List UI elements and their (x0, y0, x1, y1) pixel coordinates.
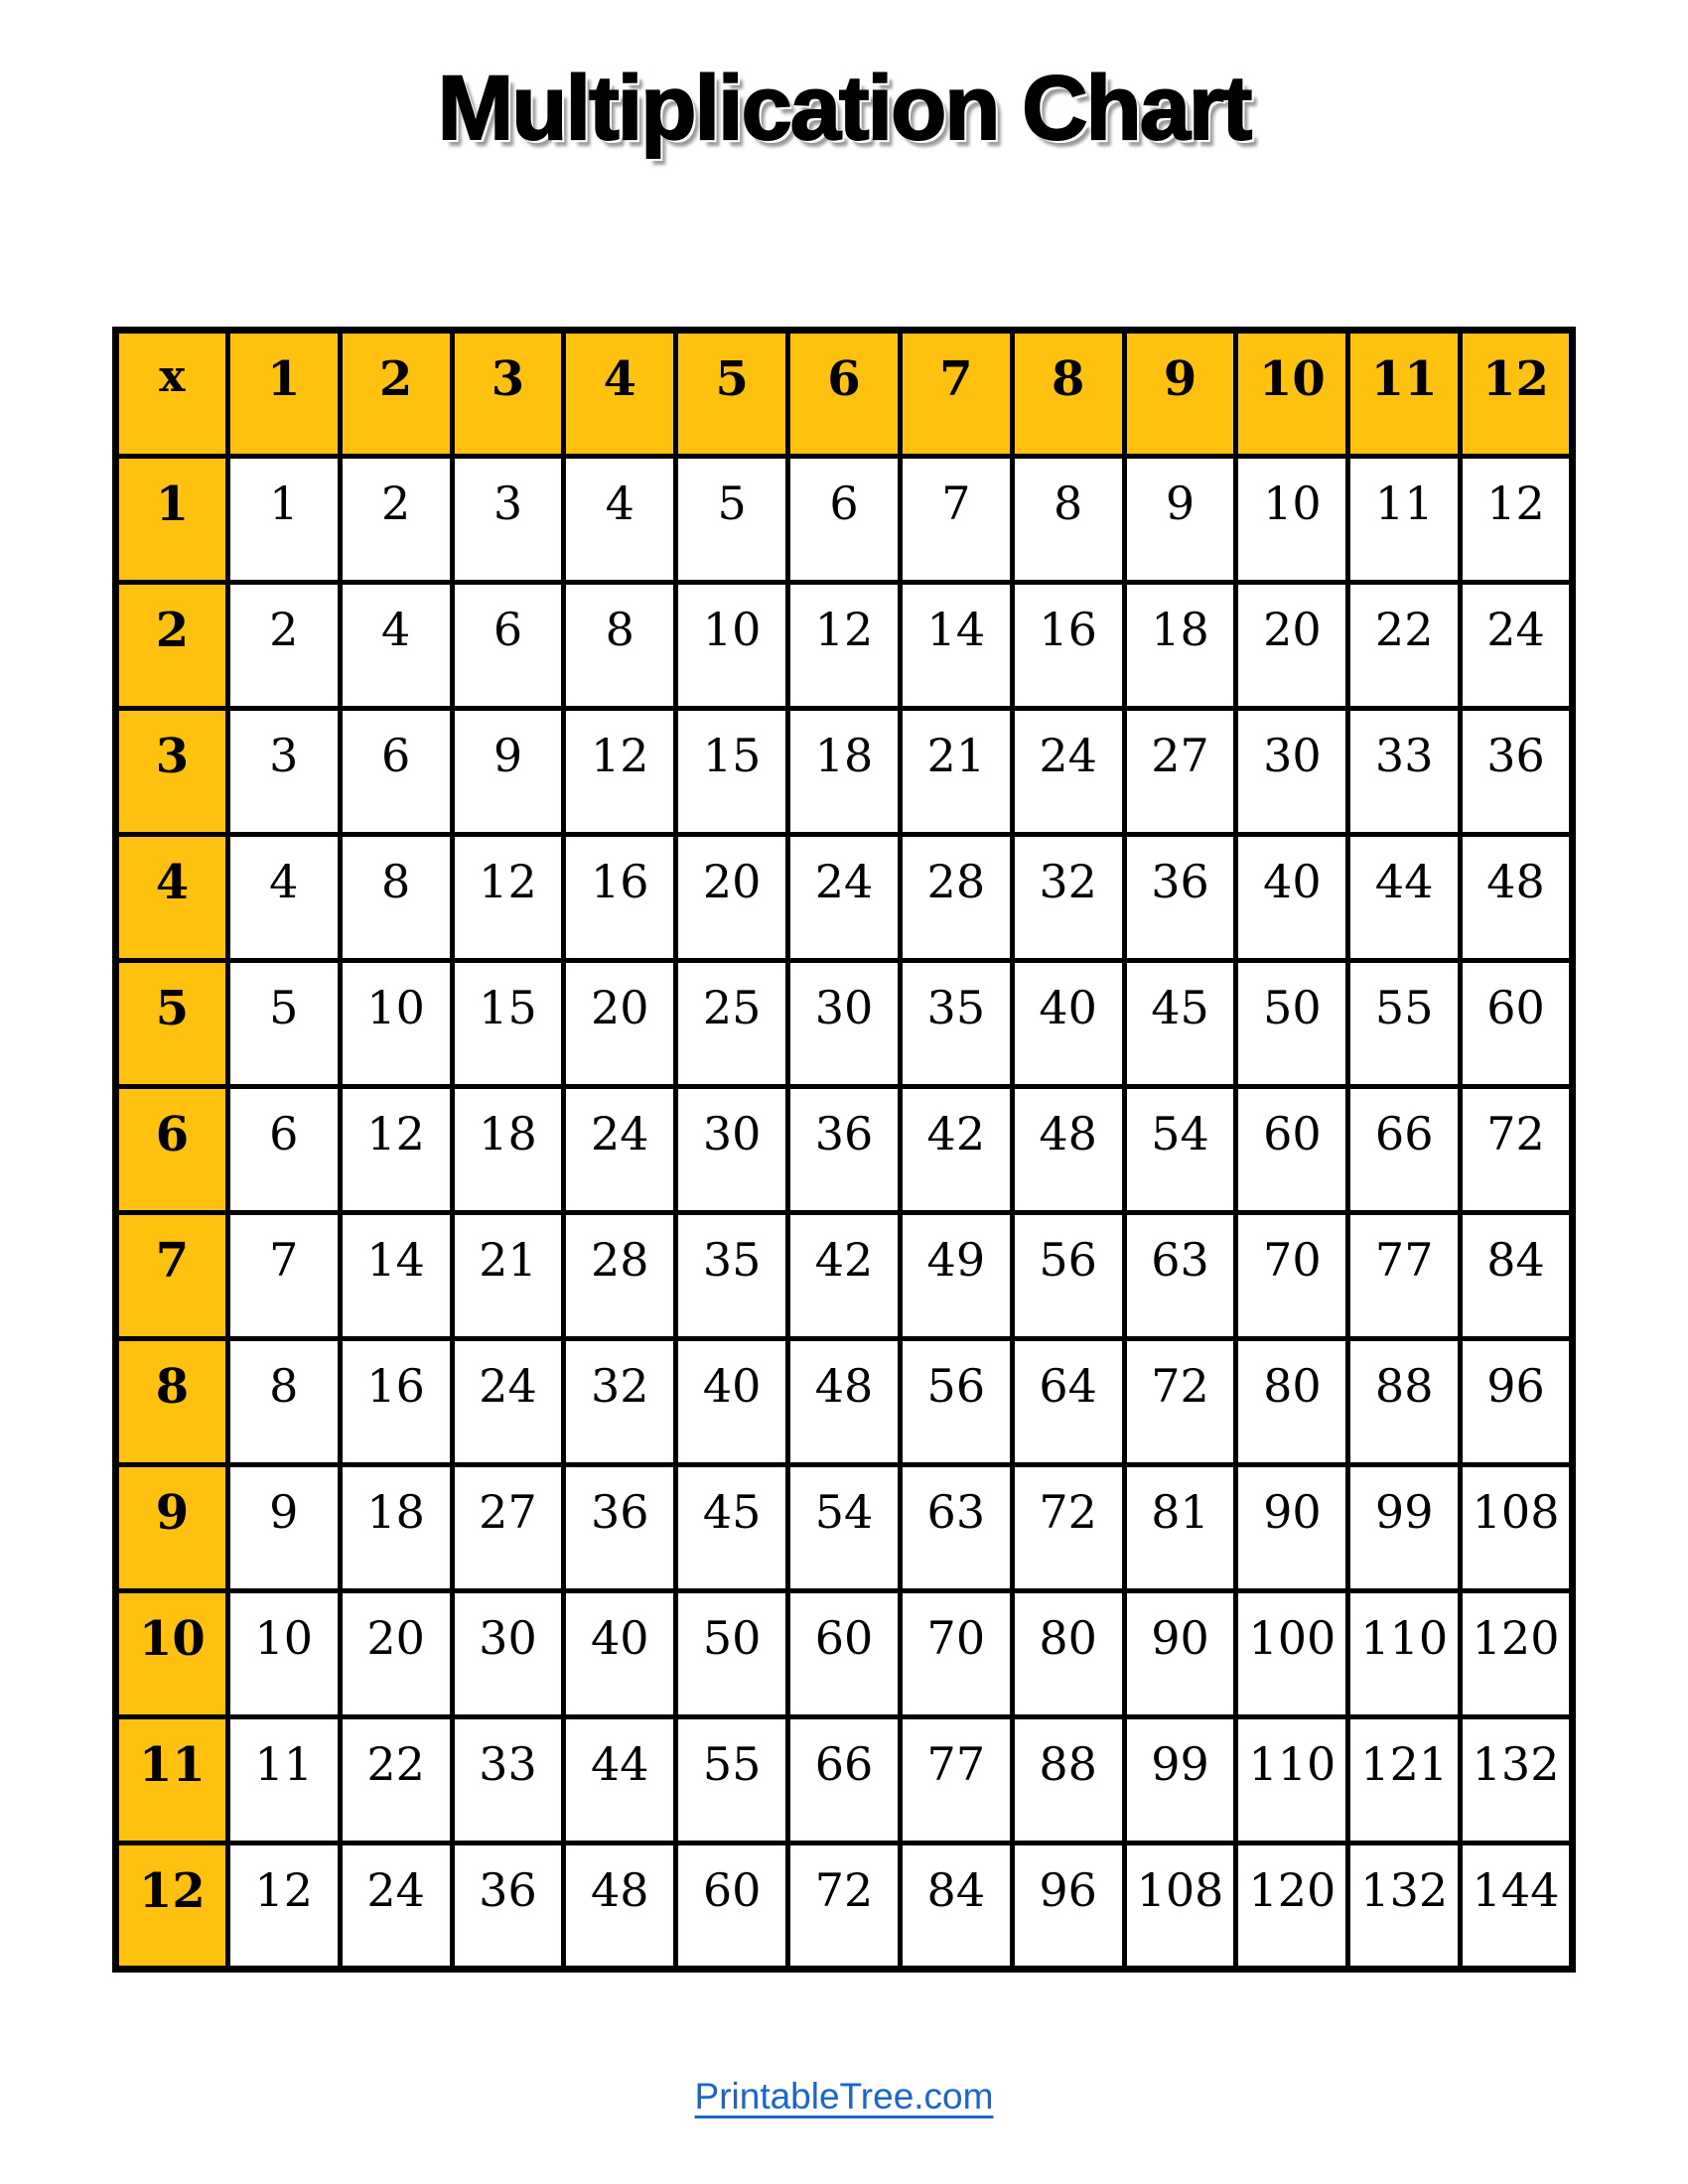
product-cell-7x9: 63 (1124, 1213, 1236, 1339)
product-cell-8x2: 16 (340, 1339, 452, 1465)
product-cell-2x1: 2 (227, 583, 340, 709)
column-header-9: 9 (1124, 331, 1236, 457)
table-row-11 (116, 1717, 1573, 1843)
table-row-2 (116, 583, 1573, 709)
product-cell-8x4: 32 (564, 1339, 676, 1465)
product-cell-12x4: 48 (564, 1843, 676, 1970)
product-cell-5x11: 55 (1348, 961, 1461, 1087)
product-cell-9x1: 9 (227, 1465, 340, 1591)
product-cell-5x5: 25 (676, 961, 788, 1087)
table-row-10 (116, 1591, 1573, 1717)
product-cell-10x12: 120 (1461, 1591, 1573, 1717)
product-cell-8x9: 72 (1124, 1339, 1236, 1465)
product-cell-11x2: 22 (340, 1717, 452, 1843)
product-cell-3x1: 3 (227, 709, 340, 835)
product-cell-4x5: 20 (676, 835, 788, 961)
product-cell-11x6: 66 (788, 1717, 901, 1843)
product-cell-8x8: 64 (1012, 1339, 1124, 1465)
product-cell-9x6: 54 (788, 1465, 901, 1591)
product-cell-3x12: 36 (1461, 709, 1573, 835)
product-cell-11x3: 33 (452, 1717, 564, 1843)
product-cell-9x2: 18 (340, 1465, 452, 1591)
product-cell-4x3: 12 (452, 835, 564, 961)
multiplication-table-body (116, 331, 1573, 1970)
row-header-11: 11 (116, 1717, 228, 1843)
table-row-3 (116, 709, 1573, 835)
product-cell-7x8: 56 (1012, 1213, 1124, 1339)
product-cell-11x11: 121 (1348, 1717, 1461, 1843)
product-cell-1x10: 10 (1236, 457, 1348, 583)
product-cell-12x6: 72 (788, 1843, 901, 1970)
product-cell-10x11: 110 (1348, 1591, 1461, 1717)
product-cell-12x9: 108 (1124, 1843, 1236, 1970)
product-cell-8x5: 40 (676, 1339, 788, 1465)
product-cell-11x1: 11 (227, 1717, 340, 1843)
product-cell-6x2: 12 (340, 1087, 452, 1213)
column-header-6: 6 (788, 331, 901, 457)
product-cell-10x8: 80 (1012, 1591, 1124, 1717)
row-header-9: 9 (116, 1465, 228, 1591)
product-cell-9x3: 27 (452, 1465, 564, 1591)
product-cell-1x2: 2 (340, 457, 452, 583)
product-cell-11x5: 55 (676, 1717, 788, 1843)
product-cell-7x11: 77 (1348, 1213, 1461, 1339)
product-cell-2x8: 16 (1012, 583, 1124, 709)
product-cell-9x4: 36 (564, 1465, 676, 1591)
product-cell-4x1: 4 (227, 835, 340, 961)
product-cell-11x12: 132 (1461, 1717, 1573, 1843)
printabletree-link[interactable]: PrintableTree.com (694, 2076, 994, 2117)
product-cell-11x7: 77 (900, 1717, 1012, 1843)
column-header-8: 8 (1012, 331, 1124, 457)
product-cell-7x6: 42 (788, 1213, 901, 1339)
product-cell-11x8: 88 (1012, 1717, 1124, 1843)
row-header-1: 1 (116, 457, 228, 583)
product-cell-2x2: 4 (340, 583, 452, 709)
table-row-1 (116, 457, 1573, 583)
product-cell-1x4: 4 (564, 457, 676, 583)
product-cell-1x12: 12 (1461, 457, 1573, 583)
row-header-7: 7 (116, 1213, 228, 1339)
product-cell-9x10: 90 (1236, 1465, 1348, 1591)
table-row-5 (116, 961, 1573, 1087)
product-cell-10x6: 60 (788, 1591, 901, 1717)
product-cell-4x7: 28 (900, 835, 1012, 961)
product-cell-9x5: 45 (676, 1465, 788, 1591)
product-cell-8x12: 96 (1461, 1339, 1573, 1465)
row-header-10: 10 (116, 1591, 228, 1717)
product-cell-6x8: 48 (1012, 1087, 1124, 1213)
product-cell-4x11: 44 (1348, 835, 1461, 961)
product-cell-6x6: 36 (788, 1087, 901, 1213)
product-cell-3x8: 24 (1012, 709, 1124, 835)
product-cell-2x11: 22 (1348, 583, 1461, 709)
product-cell-8x1: 8 (227, 1339, 340, 1465)
product-cell-9x8: 72 (1012, 1465, 1124, 1591)
row-header-8: 8 (116, 1339, 228, 1465)
table-row-4 (116, 835, 1573, 961)
product-cell-12x12: 144 (1461, 1843, 1573, 1970)
product-cell-3x6: 18 (788, 709, 901, 835)
table-row-6 (116, 1087, 1573, 1213)
product-cell-2x5: 10 (676, 583, 788, 709)
product-cell-3x7: 21 (900, 709, 1012, 835)
product-cell-7x10: 70 (1236, 1213, 1348, 1339)
product-cell-6x9: 54 (1124, 1087, 1236, 1213)
product-cell-10x7: 70 (900, 1591, 1012, 1717)
table-row-7 (116, 1213, 1573, 1339)
product-cell-9x12: 108 (1461, 1465, 1573, 1591)
table-row-12 (116, 1843, 1573, 1970)
product-cell-5x4: 20 (564, 961, 676, 1087)
product-cell-5x12: 60 (1461, 961, 1573, 1087)
product-cell-8x7: 56 (900, 1339, 1012, 1465)
product-cell-7x7: 49 (900, 1213, 1012, 1339)
product-cell-3x5: 15 (676, 709, 788, 835)
product-cell-12x10: 120 (1236, 1843, 1348, 1970)
product-cell-10x4: 40 (564, 1591, 676, 1717)
product-cell-2x10: 20 (1236, 583, 1348, 709)
product-cell-5x1: 5 (227, 961, 340, 1087)
column-header-12: 12 (1461, 331, 1573, 457)
product-cell-4x12: 48 (1461, 835, 1573, 961)
product-cell-5x8: 40 (1012, 961, 1124, 1087)
product-cell-2x7: 14 (900, 583, 1012, 709)
product-cell-6x5: 30 (676, 1087, 788, 1213)
product-cell-3x3: 9 (452, 709, 564, 835)
product-cell-1x11: 11 (1348, 457, 1461, 583)
corner-header-x: x (116, 331, 228, 457)
product-cell-1x8: 8 (1012, 457, 1124, 583)
product-cell-10x1: 10 (227, 1591, 340, 1717)
product-cell-11x4: 44 (564, 1717, 676, 1843)
column-header-3: 3 (452, 331, 564, 457)
row-header-4: 4 (116, 835, 228, 961)
product-cell-7x1: 7 (227, 1213, 340, 1339)
product-cell-3x4: 12 (564, 709, 676, 835)
product-cell-7x12: 84 (1461, 1213, 1573, 1339)
product-cell-6x11: 66 (1348, 1087, 1461, 1213)
product-cell-6x12: 72 (1461, 1087, 1573, 1213)
product-cell-4x10: 40 (1236, 835, 1348, 961)
product-cell-11x9: 99 (1124, 1717, 1236, 1843)
product-cell-2x9: 18 (1124, 583, 1236, 709)
product-cell-5x2: 10 (340, 961, 452, 1087)
product-cell-9x11: 99 (1348, 1465, 1461, 1591)
product-cell-1x9: 9 (1124, 457, 1236, 583)
product-cell-6x1: 6 (227, 1087, 340, 1213)
product-cell-10x3: 30 (452, 1591, 564, 1717)
product-cell-8x3: 24 (452, 1339, 564, 1465)
product-cell-12x7: 84 (900, 1843, 1012, 1970)
product-cell-6x4: 24 (564, 1087, 676, 1213)
product-cell-4x9: 36 (1124, 835, 1236, 961)
product-cell-4x4: 16 (564, 835, 676, 961)
product-cell-11x10: 110 (1236, 1717, 1348, 1843)
column-header-10: 10 (1236, 331, 1348, 457)
product-cell-12x1: 12 (227, 1843, 340, 1970)
row-header-3: 3 (116, 709, 228, 835)
column-header-11: 11 (1348, 331, 1461, 457)
product-cell-3x9: 27 (1124, 709, 1236, 835)
row-header-6: 6 (116, 1087, 228, 1213)
product-cell-10x2: 20 (340, 1591, 452, 1717)
product-cell-7x2: 14 (340, 1213, 452, 1339)
product-cell-6x3: 18 (452, 1087, 564, 1213)
product-cell-10x10: 100 (1236, 1591, 1348, 1717)
product-cell-7x4: 28 (564, 1213, 676, 1339)
product-cell-1x3: 3 (452, 457, 564, 583)
product-cell-5x7: 35 (900, 961, 1012, 1087)
product-cell-7x5: 35 (676, 1213, 788, 1339)
product-cell-2x4: 8 (564, 583, 676, 709)
product-cell-1x1: 1 (227, 457, 340, 583)
footer (0, 2076, 1688, 2117)
product-cell-3x2: 6 (340, 709, 452, 835)
product-cell-9x9: 81 (1124, 1465, 1236, 1591)
product-cell-12x2: 24 (340, 1843, 452, 1970)
product-cell-10x5: 50 (676, 1591, 788, 1717)
column-header-7: 7 (900, 331, 1012, 457)
column-header-5: 5 (676, 331, 788, 457)
product-cell-5x10: 50 (1236, 961, 1348, 1087)
product-cell-1x7: 7 (900, 457, 1012, 583)
product-cell-12x3: 36 (452, 1843, 564, 1970)
product-cell-10x9: 90 (1124, 1591, 1236, 1717)
product-cell-3x10: 30 (1236, 709, 1348, 835)
table-row-9 (116, 1465, 1573, 1591)
product-cell-12x5: 60 (676, 1843, 788, 1970)
multiplication-table (112, 327, 1576, 1973)
product-cell-2x3: 6 (452, 583, 564, 709)
product-cell-8x11: 88 (1348, 1339, 1461, 1465)
row-header-2: 2 (116, 583, 228, 709)
column-header-2: 2 (340, 331, 452, 457)
product-cell-4x6: 24 (788, 835, 901, 961)
product-cell-3x11: 33 (1348, 709, 1461, 835)
product-cell-5x6: 30 (788, 961, 901, 1087)
table-row-8 (116, 1339, 1573, 1465)
page-title: Multiplication Chart (437, 58, 1251, 159)
product-cell-5x9: 45 (1124, 961, 1236, 1087)
row-header-12: 12 (116, 1843, 228, 1970)
product-cell-2x6: 12 (788, 583, 901, 709)
product-cell-4x2: 8 (340, 835, 452, 961)
column-header-4: 4 (564, 331, 676, 457)
row-header-5: 5 (116, 961, 228, 1087)
product-cell-7x3: 21 (452, 1213, 564, 1339)
product-cell-6x7: 42 (900, 1087, 1012, 1213)
product-cell-2x12: 24 (1461, 583, 1573, 709)
product-cell-1x5: 5 (676, 457, 788, 583)
product-cell-6x10: 60 (1236, 1087, 1348, 1213)
product-cell-8x10: 80 (1236, 1339, 1348, 1465)
product-cell-1x6: 6 (788, 457, 901, 583)
product-cell-4x8: 32 (1012, 835, 1124, 961)
header-row (116, 331, 1573, 457)
column-header-1: 1 (227, 331, 340, 457)
product-cell-9x7: 63 (900, 1465, 1012, 1591)
product-cell-12x8: 96 (1012, 1843, 1124, 1970)
product-cell-5x3: 15 (452, 961, 564, 1087)
product-cell-12x11: 132 (1348, 1843, 1461, 1970)
product-cell-8x6: 48 (788, 1339, 901, 1465)
